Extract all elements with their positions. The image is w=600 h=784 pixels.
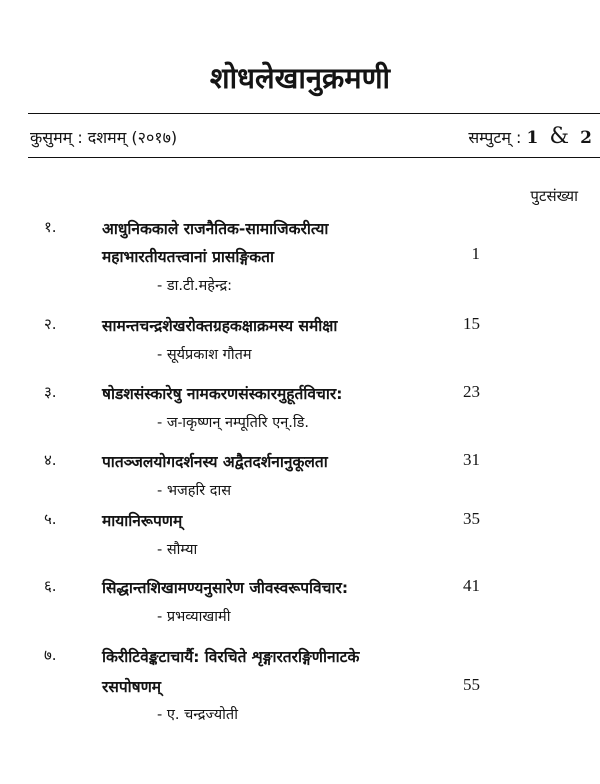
page-column-heading: पुटसंख्या <box>530 187 578 205</box>
top-rule <box>28 113 600 114</box>
entry-title-line: सिद्धान्तशिखामण्यनुसारेण जीवस्वरूपविचार: <box>102 579 349 597</box>
entry-author: - भजहरि दास <box>157 483 232 499</box>
bottom-rule <box>28 157 600 158</box>
volume-first: 1 <box>526 128 539 148</box>
entry-page: 31 <box>463 450 480 469</box>
volume-second: 2 <box>580 128 592 148</box>
entry-title-line: किरीटिवेङ्कटाचार्यै: विरचिते शृङ्गारतरङ्गिणीनाटके <box>102 648 360 666</box>
entry-number: ५. <box>44 510 57 528</box>
entry-page: 23 <box>463 382 480 401</box>
entry-number: १. <box>44 218 57 236</box>
entry-page: 1 <box>471 244 480 263</box>
entry-page: 41 <box>463 576 480 595</box>
entry-author: - ज-ाकृष्णन् नम्पूतिरि एन्.डि. <box>157 415 309 431</box>
page-title: शोधलेखानुक्रमणी <box>209 61 391 95</box>
entry-author: - प्रभव्याखामी <box>157 609 231 625</box>
entry-number: २. <box>44 315 57 333</box>
entry-page: 55 <box>463 675 480 694</box>
entry-number: ४. <box>44 451 57 469</box>
entry-author: - सूर्यप्रकाश गौतम <box>157 347 252 363</box>
entry-title-line: मायानिरूपणम् <box>102 512 183 530</box>
volume-label: सम्पुटम् : <box>468 128 522 147</box>
volume-info <box>468 124 592 149</box>
entry-title-line: आधुनिककाले राजनैतिक-सामाजिकरीत्या <box>102 220 329 238</box>
entry-title-line: रसपोषणम् <box>102 678 162 696</box>
issue-info: कुसुमम् : दशमम् (२०१७) <box>30 128 178 147</box>
entry-number: ७. <box>44 646 57 664</box>
entry-number: ६. <box>44 577 57 595</box>
entry-author: - डा.टी.महेन्द्र: <box>157 278 233 294</box>
entry-author: - सौम्या <box>157 542 198 558</box>
entry-page: 35 <box>463 509 480 528</box>
entry-page: 15 <box>463 314 480 333</box>
volume-amp: & <box>549 124 570 149</box>
entry-title-line: महाभारतीयतत्त्वानां प्रासङ्गिकता <box>102 248 274 266</box>
entry-title-line: षोडशसंस्कारेषु नामकरणसंस्कारमुहूर्तविचार: <box>102 385 343 403</box>
entry-author: - ए. चन्द्रज्योती <box>157 707 238 723</box>
entry-number: ३. <box>44 383 57 401</box>
entry-title-line: पातञ्जलयोगदर्शनस्य अद्वैतदर्शनानुकूलता <box>102 453 328 471</box>
entry-title-line: सामन्तचन्द्रशेखरोक्तग्रहकक्षाक्रमस्य समीक्षा <box>102 317 338 335</box>
